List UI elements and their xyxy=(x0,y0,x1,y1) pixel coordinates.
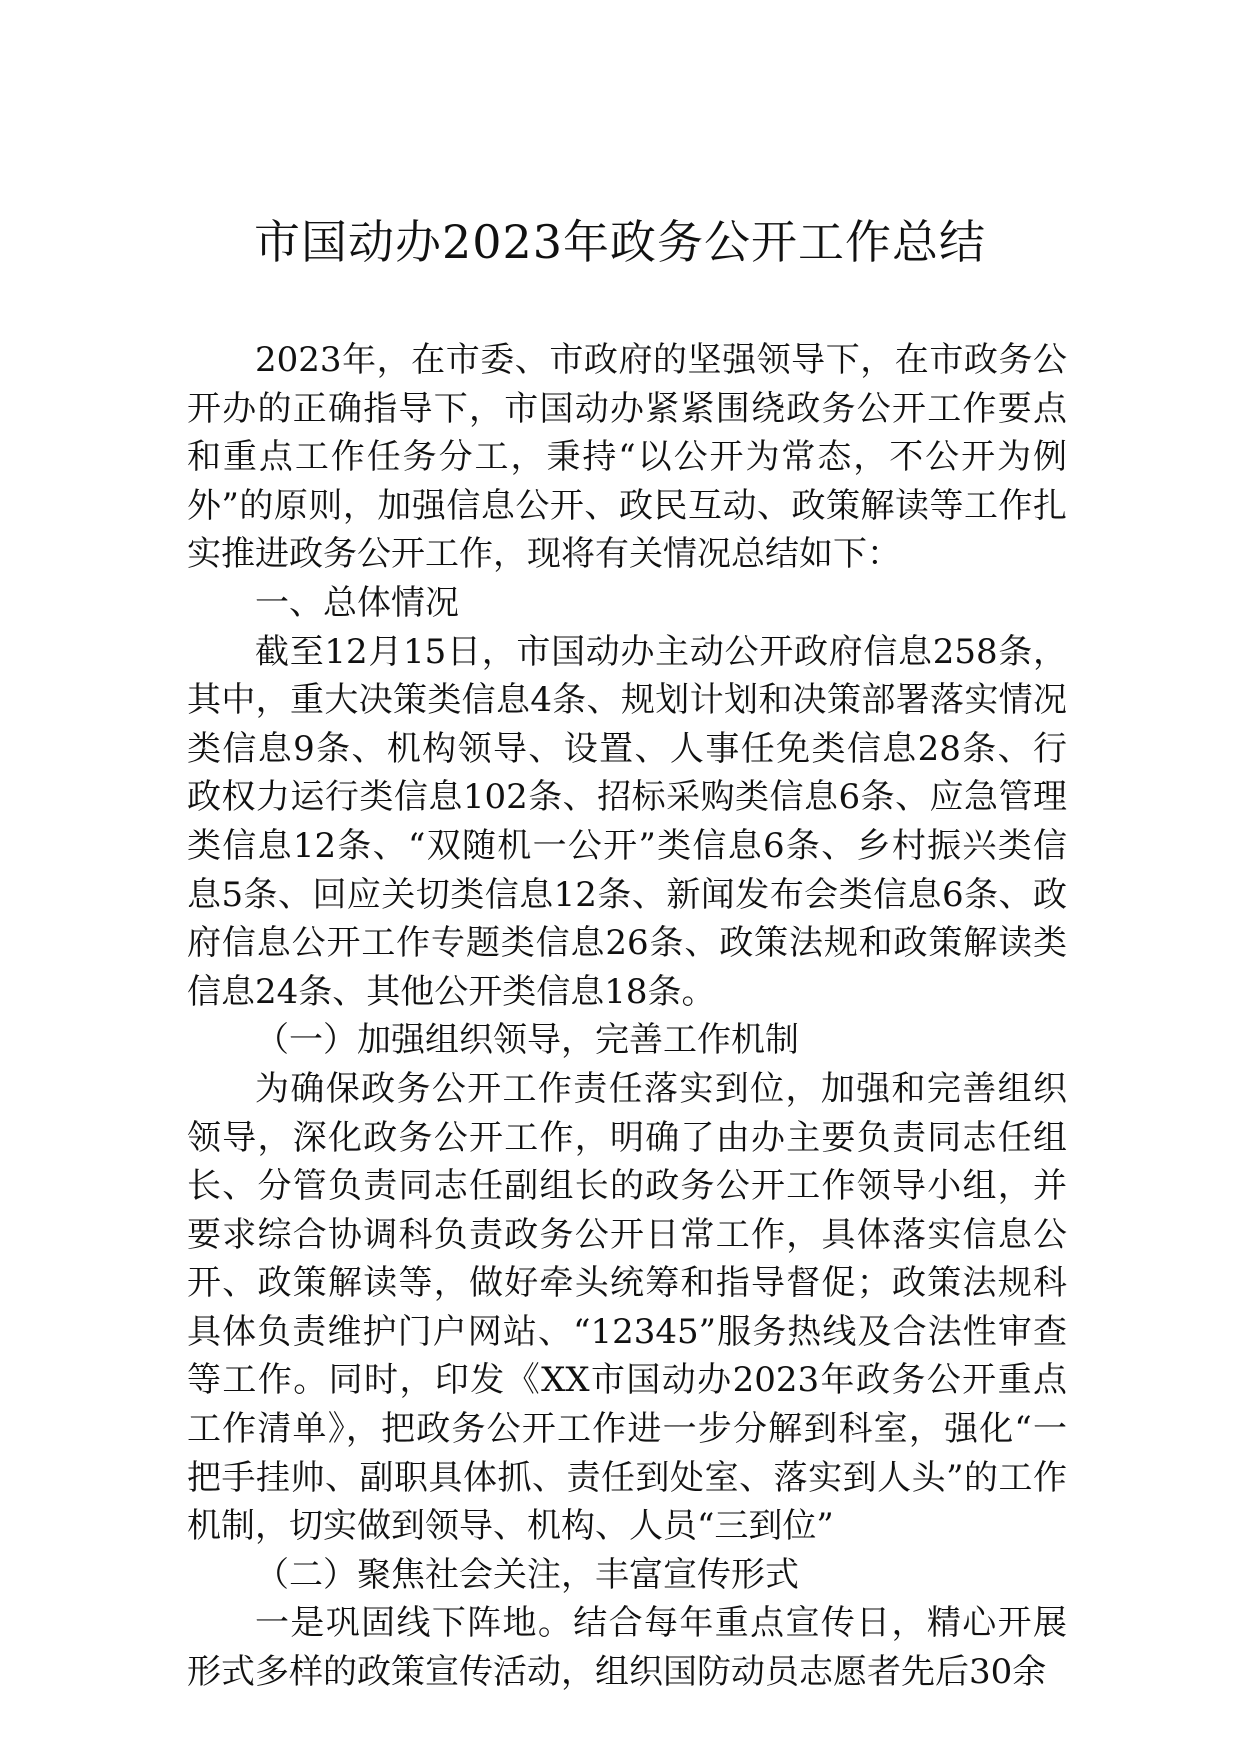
overview-paragraph: 截至12月15日，市国动办主动公开政府信息258条，其中，重大决策类信息4条、规划计划和决策部署落实情况类信息9条、机构领导、设置、人事任免类信息28条、行政权力运行类信息102条、招标采购类信息6条、应急管理类信息12条、“双随机一公开”类信息6条、乡村振兴类信息5条、回应关切类信息12条、新闻发布会类信息6条、政府信息公开工作专题类信息26条、政策法规和政策解读类信息24条、其他公开类信息18条。 xyxy=(187,631,1067,1012)
organization-paragraph: 为确保政务公开工作责任落实到位，加强和完善组织领导，深化政务公开工作，明确了由办主要负责同志任组长、分管负责同志任副组长的政务公开工作领导小组，并要求综合协调科负责政务公开日常工作，具体落实信息公开、政策解读等，做好牵头统筹和指导督促；政策法规科具体负责维护门户网站、“12345”服务热线及合法性审查等工作。同时，印发《XX市国动办2023年政务公开重点工作清单》，把政务公开工作进一步分解到科室，强化“一把手挂帅、副职具体抓、责任到处室、落实到人头”的工作机制，切实做到领导、机构、人员“三到位” xyxy=(187,1068,1067,1547)
section-heading-overview: 一、总体情况 xyxy=(255,582,459,623)
document-body xyxy=(187,336,1067,1697)
intro-paragraph: 2023年，在市委、市政府的坚强领导下，在市政务公开办的正确指导下，市国动办紧紧围绕政务公开工作要点和重点工作任务分工，秉持“以公开为常态，不公开为例外”的原则，加强信息公开、政民互动、政策解读等工作扎实推进政务公开工作，现将有关情况总结如下： xyxy=(187,340,1067,575)
publicity-paragraph: 一是巩固线下阵地。结合每年重点宣传日，精心开展形式多样的政策宣传活动，组织国防动员志愿者先后30余 xyxy=(187,1603,1067,1693)
subsection-heading-publicity: （二）聚焦社会关注，丰富宣传形式 xyxy=(255,1554,799,1595)
subsection-heading-organization: （一）加强组织领导，完善工作机制 xyxy=(255,1020,799,1061)
document-title: 市国动办2023年政务公开工作总结 xyxy=(253,215,987,269)
